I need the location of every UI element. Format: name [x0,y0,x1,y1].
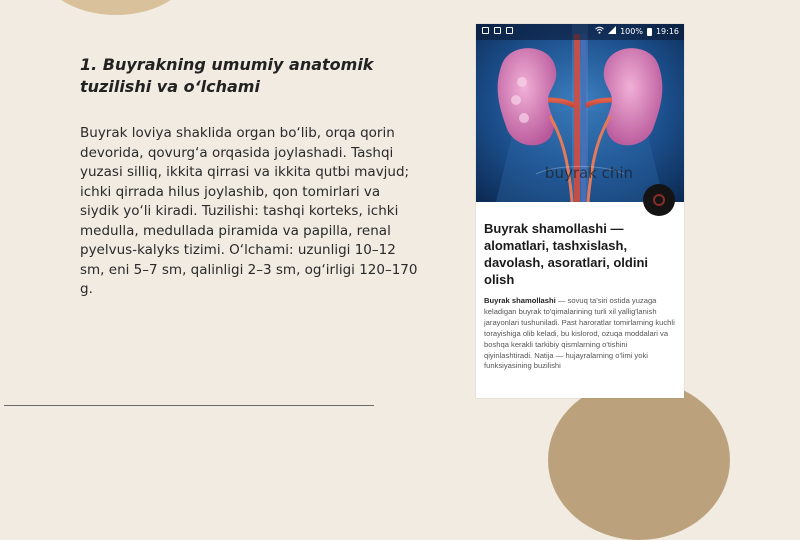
phone-screenshot [476,24,684,398]
divider-line [4,405,374,406]
share-icon [653,194,665,206]
status-bar [476,24,684,40]
slide-body-text: Buyrak loviya shaklida organ bo‘lib, orqa qorin devorida, qovurg‘a orqasida joylashadi. Tashqi yuzasi silliq, ikkita qirrasi va ikkita qutbi mavjud; ichki qirrada hilus joylashib, qon tomirlari va siydik yo‘li kiradi. Tuzilishi: tashqi korteks, ichki medulla, medullada piramida va papilla, renal pyelvus-kalyks tizimi. O‘lchami: uzunligi 10–12 sm, eni 5–7 sm, qalinligi 2–3 sm, og‘irligi 120–170 g. [80,125,418,297]
battery-percent: 100% [620,27,643,36]
wifi-icon [595,24,604,40]
slide-title: 1. Buyrakning umumiy anatomik tuzilishi va o‘lchami [80,55,374,96]
article-headline[interactable]: Buyrak shamollashi — alomatlari, tashxislash, davolash, asoratlari, oldini olish [484,221,648,287]
status-time: 19:16 [655,27,679,36]
signal-icon [608,24,616,40]
hero-overlay-text: buyrak chin [544,164,634,182]
snippet-text: — sovuq ta'siri ostida yuzaga keladigan buyrak to'qimalarining turli xil yallig'lanish jarayonlari tushuniladi. Past haroratlar tomirlarning kuchli torayishiga olib keladi, bu kislorod, ozuqa moddalari va boshqa kerakli tarkibiy qismlarning o'tishini qiyinlashtiradi. Natija — hujayralarning o'limi yoki funksiyasining buzilishi [484,296,675,371]
gallery-icon [506,27,513,34]
decor-circle-bottom [548,380,730,540]
share-button[interactable] [643,184,675,216]
message-icon [494,27,501,34]
battery-icon [647,28,652,36]
decor-circle-top [36,0,196,15]
snippet-bold-term: Buyrak shamollashi [484,296,556,305]
notification-icon [482,27,489,34]
article-snippet [484,296,676,372]
